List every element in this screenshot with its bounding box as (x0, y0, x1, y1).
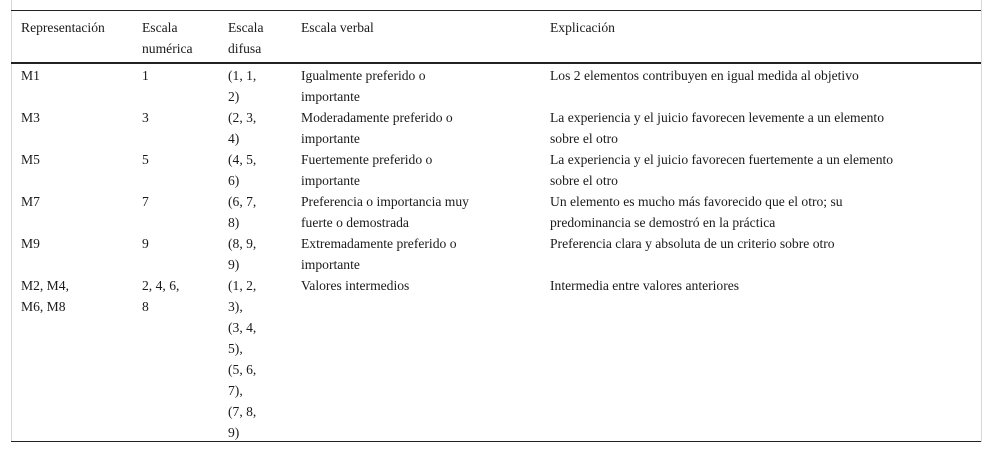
cell-line: La experiencia y el juicio favorecen fuertemente a un elemento (550, 152, 894, 167)
cell-line: (2, 3, (228, 110, 257, 125)
header-escala-numerica (142, 17, 193, 59)
cell-line: (4, 5, (228, 152, 257, 167)
header-representacion (21, 17, 105, 38)
cell-line: 7 (142, 194, 149, 209)
cell-line: M1 (21, 68, 40, 83)
cell-line: 9 (142, 236, 149, 251)
cell-escala-verbal (301, 233, 457, 275)
cell-line: Preferencia clara y absoluta de un criterio sobre otro (550, 236, 835, 251)
table-top-rule (11, 10, 981, 11)
cell-line: 9) (228, 257, 240, 272)
header-escala-difusa (228, 17, 263, 59)
cell-line: M3 (21, 110, 40, 125)
cell-escala-difusa (228, 65, 256, 107)
cell-line: Valores intermedios (301, 278, 410, 293)
cell-line: 9) (228, 425, 240, 440)
cell-line: Los 2 elementos contribuyen en igual medida al objetivo (550, 68, 859, 83)
cell-line: 2, 4, 6, (142, 278, 180, 293)
cell-line: (1, 1, (228, 68, 257, 83)
cell-line: (1, 2, (228, 278, 257, 293)
cell-escala-difusa (228, 191, 256, 233)
cell-line: 5), (228, 341, 243, 356)
cell-line: Preferencia o importancia muy (301, 194, 469, 209)
cell-line: Un elemento es mucho más favorecido que el otro; su (550, 194, 843, 209)
cell-line: 4) (228, 131, 240, 146)
cell-line: (7, 8, (228, 404, 257, 419)
cell-escala-numerica (142, 233, 149, 254)
cell-line: Igualmente preferido o (301, 68, 426, 83)
header-explicacion (550, 17, 615, 38)
cell-escala-numerica (142, 275, 179, 317)
cell-escala-numerica (142, 149, 149, 170)
cell-line: M2, M4, (21, 278, 69, 293)
cell-line: 2) (228, 89, 240, 104)
cell-line: Moderadamente preferido o (301, 110, 453, 125)
cell-explicacion (550, 149, 893, 191)
cell-escala-numerica (142, 107, 149, 128)
cell-line: 7), (228, 383, 243, 398)
cell-explicacion (550, 233, 835, 254)
cell-explicacion (550, 191, 843, 233)
header-line: Representación (21, 20, 105, 35)
cell-line: M7 (21, 194, 40, 209)
cell-line: M9 (21, 236, 40, 251)
cell-representacion (21, 149, 40, 170)
cell-line: 3), (228, 299, 243, 314)
cell-representacion (21, 191, 40, 212)
cell-line: 8) (228, 215, 240, 230)
cell-line: M6, M8 (21, 299, 66, 314)
cell-escala-difusa (228, 149, 256, 191)
cell-line: (6, 7, (228, 194, 257, 209)
cell-line: sobre el otro (550, 131, 618, 146)
cell-explicacion (550, 275, 739, 296)
cell-representacion (21, 275, 69, 317)
cell-escala-verbal (301, 107, 453, 149)
cell-escala-numerica (142, 191, 149, 212)
cell-explicacion (550, 65, 859, 86)
header-line: numérica (142, 41, 193, 56)
cell-line: importante (301, 173, 360, 188)
header-line: difusa (228, 41, 262, 56)
cell-escala-difusa (228, 233, 256, 275)
cell-line: 1 (142, 68, 149, 83)
cell-line: Intermedia entre valores anteriores (550, 278, 740, 293)
cell-line: 6) (228, 173, 240, 188)
cell-line: 8 (142, 299, 149, 314)
table-header-rule (11, 62, 981, 64)
cell-explicacion (550, 107, 884, 149)
cell-line: M5 (21, 152, 40, 167)
cell-line: sobre el otro (550, 173, 618, 188)
header-line: Escala (228, 20, 264, 35)
table-bottom-rule (11, 441, 981, 442)
cell-line: fuerte o demostrada (301, 215, 409, 230)
cell-escala-verbal (301, 149, 432, 191)
cell-line: (3, 4, (228, 320, 257, 335)
cell-representacion (21, 65, 40, 86)
cell-representacion (21, 233, 40, 254)
cell-line: (5, 6, (228, 362, 257, 377)
cell-line: importante (301, 131, 360, 146)
cell-line: importante (301, 89, 360, 104)
cell-line: (8, 9, (228, 236, 257, 251)
cell-escala-difusa (228, 107, 256, 149)
header-line: Escala verbal (301, 20, 374, 35)
cell-escala-difusa (228, 275, 256, 443)
cell-line: importante (301, 257, 360, 272)
cell-line: 5 (142, 152, 149, 167)
cell-representacion (21, 107, 40, 128)
cell-line: predominancia se demostró en la práctica (550, 215, 776, 230)
header-escala-verbal (301, 17, 374, 38)
cell-escala-verbal (301, 275, 409, 296)
cell-line: 3 (142, 110, 149, 125)
cell-line: Fuertemente preferido o (301, 152, 433, 167)
header-line: Explicación (550, 20, 615, 35)
cell-line: Extremadamente preferido o (301, 236, 457, 251)
cell-escala-verbal (301, 191, 469, 233)
cell-escala-numerica (142, 65, 149, 86)
cell-line: La experiencia y el juicio favorecen levemente a un elemento (550, 110, 885, 125)
cell-escala-verbal (301, 65, 426, 107)
header-line: Escala (142, 20, 178, 35)
